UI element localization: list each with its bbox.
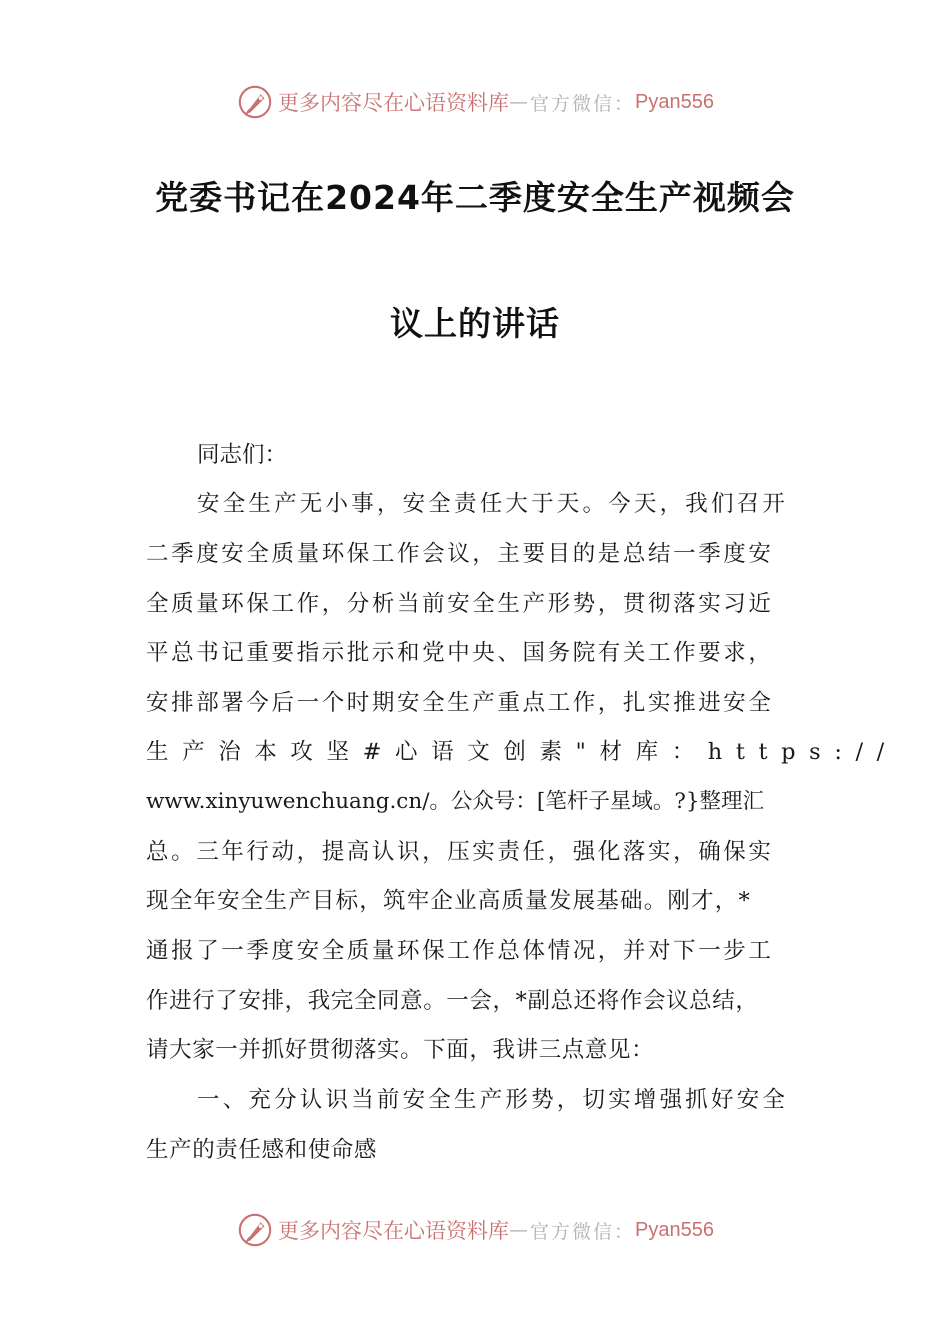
- section-heading: 一、充分认识当前安全生产形势，切实增强抓好安全: [197, 1087, 789, 1113]
- body-line: www.xinyuwenchuang.cn/。公众号：[笔杆子星域。?}整理汇: [146, 789, 765, 814]
- banner-text: 更多内容尽在心语资料库: [278, 1219, 509, 1243]
- body-line: 平总书记重要指示批示和党中央、国务院有关工作要求，: [146, 640, 774, 666]
- body-line: 总。三年行动，提高认识，压实责任，强化落实，确保实: [146, 839, 774, 865]
- banner-text: 更多内容尽在心语资料库: [278, 91, 509, 115]
- greeting: 同志们：: [197, 442, 288, 468]
- section-heading-continued: 生产的责任感和使命感: [146, 1137, 378, 1163]
- banner-separator: —: [509, 1219, 530, 1241]
- banner-account: Pyan556: [635, 90, 714, 113]
- body-line: 安排部署今后一个时期安全生产重点工作，扎实推进安全: [146, 690, 774, 716]
- body-line: 通报了一季度安全质量环保工作总体情况，并对下一步工: [146, 938, 774, 964]
- banner-wechat-label: 官方微信：: [530, 92, 636, 115]
- pen-nib-logo-icon: [236, 83, 274, 121]
- body-line: 作进行了安排，我完全同意。一会，*副总还将作会议总结，: [146, 988, 759, 1014]
- document-title-line-1: 党委书记在2024年二季度安全生产视频会: [155, 178, 795, 217]
- pen-nib-logo-icon: [236, 1211, 274, 1249]
- banner-separator: —: [509, 91, 530, 113]
- header-watermark-banner: [0, 80, 950, 124]
- footer-watermark-banner: [0, 1208, 950, 1252]
- banner-account: Pyan556: [635, 1218, 714, 1241]
- body-line: 请大家一并抓好贯彻落实。下面，我讲三点意见：: [146, 1037, 655, 1063]
- body-line: 全质量环保工作，分析当前安全生产形势，贯彻落实习近: [146, 591, 774, 617]
- body-line: 现全年安全生产目标，筑牢企业高质量发展基础。刚才，*: [146, 888, 751, 914]
- body-line: 二季度安全质量环保工作会议，主要目的是总结一季度安: [146, 541, 774, 567]
- body-line: 安全生产无小事，安全责任大于天。今天，我们召开: [197, 491, 789, 517]
- document-title-line-2: 议上的讲话: [390, 304, 560, 343]
- banner-wechat-label: 官方微信：: [530, 1220, 636, 1243]
- body-line: 生产治本攻坚#心语文创素"材库：https://: [146, 739, 898, 765]
